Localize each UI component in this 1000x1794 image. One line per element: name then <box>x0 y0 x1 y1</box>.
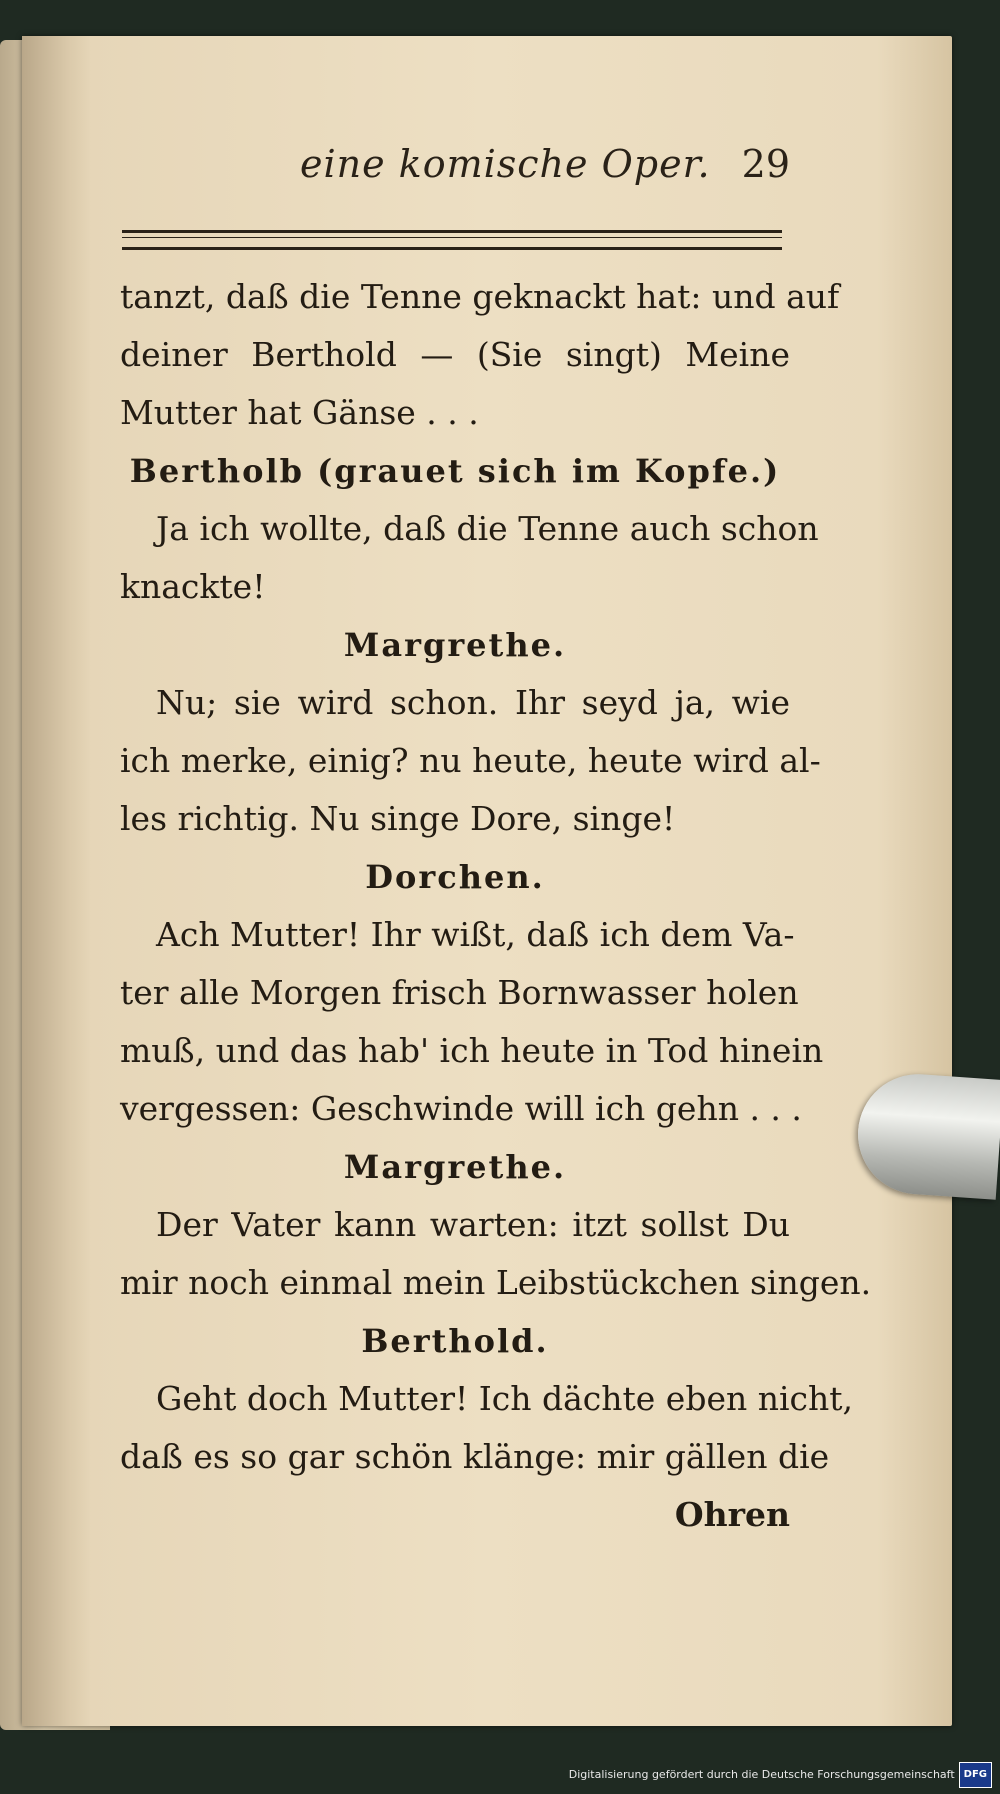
text-line: les richtig. Nu singe Dore, singe! <box>120 799 676 838</box>
speaker-heading: Margrethe. <box>343 626 567 664</box>
speaker-heading: Berthold. <box>361 1322 549 1360</box>
text-line: ich merke, einig? nu heute, heute wird al- <box>120 741 821 780</box>
footer-credit <box>569 1764 992 1786</box>
text-line: tanzt, daß die Tenne geknackt hat: und auf <box>120 277 840 316</box>
catchword: Ohren <box>674 1495 790 1534</box>
footer-credit-text: Digitalisierung gefördert durch die Deutsche Forschungsgemeinschaft <box>568 1768 955 1781</box>
page-gutter <box>22 36 92 1726</box>
dfg-logo: DFG <box>959 1762 992 1788</box>
text-line: deiner Berthold — (Sie singt) Meine <box>120 335 790 374</box>
page-number: 29 <box>741 142 790 186</box>
page-header <box>120 142 790 202</box>
text-line: Ja ich wollte, daß die Tenne auch schon <box>156 509 819 548</box>
header-rule <box>122 230 782 250</box>
text-line: Geht doch Mutter! Ich dächte eben nicht, <box>156 1379 854 1418</box>
running-head: eine komische Oper. <box>300 142 711 186</box>
text-line: ter alle Morgen frisch Bornwasser holen <box>120 973 799 1012</box>
text-line: Ach Mutter! Ihr wißt, daß ich dem Va- <box>156 915 795 954</box>
text-line: daß es so gar schön klänge: mir gällen die <box>120 1437 830 1476</box>
speaker-heading: Margrethe. <box>343 1148 567 1186</box>
text-line: Nu; sie wird schon. Ihr seyd ja, wie <box>156 683 790 722</box>
text-line: mir noch einmal mein Leibstückchen singen. <box>120 1263 872 1302</box>
speaker-heading: Dorchen. <box>365 858 545 896</box>
header-rule-inner <box>122 237 782 238</box>
text-line: knackte! <box>120 567 266 606</box>
speaker-heading: Bertholb (grauet sich im Kopfe.) <box>129 452 781 490</box>
text-line: muß, und das hab' ich heute in Tod hinein <box>120 1031 824 1070</box>
text-line: Der Vater kann warten: itzt sollst Du <box>156 1205 790 1244</box>
page-text <box>120 268 872 1544</box>
text-line: Mutter hat Gänse . . . <box>120 393 479 432</box>
text-line: vergessen: Geschwinde will ich gehn . . . <box>120 1089 802 1128</box>
